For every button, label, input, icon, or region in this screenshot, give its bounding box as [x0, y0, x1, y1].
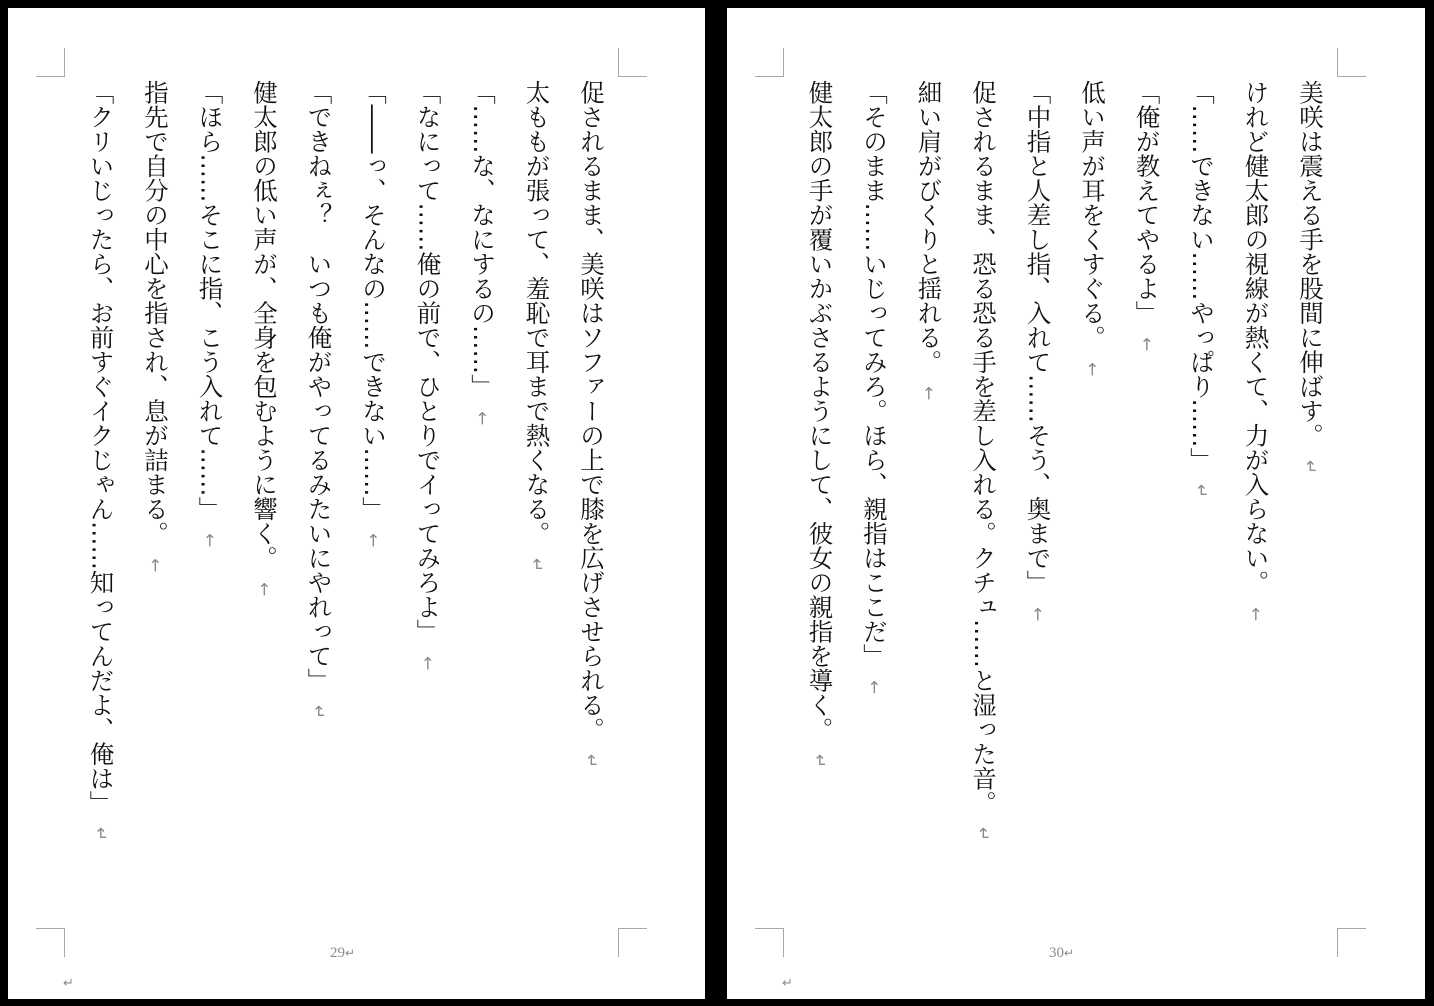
paragraph-text: 「……できない……やっぱり……」	[1187, 80, 1216, 472]
paragraph-text: 細い肩がびくりと揺れる。	[914, 80, 944, 374]
paragraph-text: 促されるまま、美咲はソファーの上で膝を広げさせられる。	[577, 80, 606, 742]
paragraph-text: 「なにって……俺の前で、ひとりでイってみろよ」	[413, 80, 443, 644]
paragraph[interactable]	[400, 80, 455, 910]
paragraph[interactable]	[564, 80, 619, 910]
paragraph[interactable]	[847, 80, 902, 910]
document-page-29[interactable]	[8, 8, 705, 999]
paragraph-mark-icon: ↵	[782, 976, 793, 991]
crop-mark-bottom-right	[618, 928, 647, 957]
paragraph[interactable]	[956, 80, 1011, 910]
crop-mark-top-left	[36, 48, 65, 77]
paragraph[interactable]	[1174, 80, 1229, 910]
line-break-icon: ←	[254, 582, 274, 597]
paragraph-mark-icon: ↵	[308, 704, 329, 719]
crop-mark-bottom-left	[36, 928, 65, 957]
paragraph-text: 「俺が教えてやるよ」	[1132, 80, 1162, 325]
paragraph-text: 健太郎の低い声が、全身を包むように響く。	[250, 80, 279, 570]
page-number	[1049, 945, 1074, 962]
paragraph-mark-icon: ↵	[581, 753, 601, 768]
line-break-icon: ←	[1245, 606, 1266, 621]
crop-mark-bottom-left	[755, 928, 784, 957]
line-break-icon: ←	[918, 386, 939, 401]
paragraph[interactable]	[1119, 80, 1174, 910]
line-break-icon: ←	[417, 655, 438, 670]
paragraph-text: 「ほら……そこに指、こう入れて……」	[195, 80, 225, 521]
paragraph-text: 健太郎の手が覆いかぶさるようにして、彼女の親指を導く。	[805, 80, 835, 742]
line-break-icon: ←	[199, 533, 220, 548]
paragraph-text: 「クリいじったら、お前すぐイクじゃん……知ってんだよ、俺は」	[86, 80, 116, 815]
paragraph-mark-icon: ↵	[1191, 484, 1211, 499]
paragraph[interactable]	[1065, 80, 1120, 910]
paragraph-mark-icon: ↵	[1300, 459, 1320, 474]
vertical-text-body[interactable]	[86, 80, 618, 910]
crop-mark-top-right	[1337, 48, 1366, 77]
line-break-icon: ←	[363, 533, 383, 548]
page-number-value: 29	[330, 945, 345, 961]
paragraph[interactable]	[182, 80, 237, 910]
paragraph-text: 促されるまま、恐る恐る手を差し入れる。クチュ……と湿った音。	[969, 80, 998, 815]
paragraph[interactable]	[291, 80, 346, 910]
paragraph-text: 「……な、なにするの……」	[468, 80, 497, 399]
paragraph[interactable]	[128, 80, 183, 910]
paragraph[interactable]	[346, 80, 401, 910]
paragraph[interactable]	[237, 80, 292, 910]
paragraph-text: 指先で自分の中心を指され、息が詰まる。	[141, 80, 170, 546]
line-break-icon: ←	[472, 410, 492, 425]
paragraph-text: 「できねぇ？ いつも俺がやってるみたいにやれって」	[304, 80, 334, 693]
paragraph[interactable]	[901, 80, 956, 910]
paragraph-mark-icon: ↵	[345, 946, 356, 960]
paragraph-mark-icon: ↵	[973, 827, 993, 842]
paragraph-text: 「中指と人差し指、入れて……そう、奥まで」	[1023, 80, 1053, 595]
page-number	[330, 945, 355, 962]
crop-mark-top-left	[755, 48, 784, 77]
paragraph[interactable]	[73, 80, 128, 910]
line-break-icon: ←	[864, 680, 884, 695]
paragraph-text: けれど健太郎の視線が熱くて、力が入らない。	[1241, 80, 1271, 595]
paragraph[interactable]	[1228, 80, 1283, 910]
paragraph-text: 太ももが張って、羞恥で耳まで熱くなる。	[522, 80, 552, 546]
paragraph-text: 「そのまま……いじってみろ。ほら、親指はここだ」	[860, 80, 889, 668]
paragraph-text: 美咲は震える手を股間に伸ばす。	[1296, 80, 1325, 448]
paragraph-mark-icon: ↵	[809, 753, 830, 768]
paragraph-mark-icon: ↵	[90, 827, 111, 842]
paragraph[interactable]	[1283, 80, 1338, 910]
paragraph-mark-icon: ↵	[1064, 946, 1075, 960]
crop-mark-bottom-right	[1337, 928, 1366, 957]
line-break-icon: ←	[145, 557, 165, 572]
page-number-value: 30	[1049, 945, 1064, 961]
crop-mark-top-right	[618, 48, 647, 77]
paragraph-text: 低い声が耳をくすぐる。	[1078, 80, 1107, 350]
paragraph-mark-icon: ↵	[526, 557, 547, 572]
paragraph-text: 「――っ、そんなの……できない……」	[359, 80, 388, 521]
paragraph[interactable]	[792, 80, 847, 910]
paragraph-mark-icon: ↵	[63, 976, 74, 991]
line-break-icon: ←	[1027, 606, 1048, 621]
document-page-30[interactable]	[727, 8, 1425, 999]
paragraph[interactable]	[455, 80, 510, 910]
line-break-icon: ←	[1136, 337, 1157, 352]
paragraph[interactable]	[1010, 80, 1065, 910]
paragraph[interactable]	[509, 80, 564, 910]
line-break-icon: ←	[1082, 361, 1102, 376]
vertical-text-body[interactable]	[805, 80, 1337, 910]
